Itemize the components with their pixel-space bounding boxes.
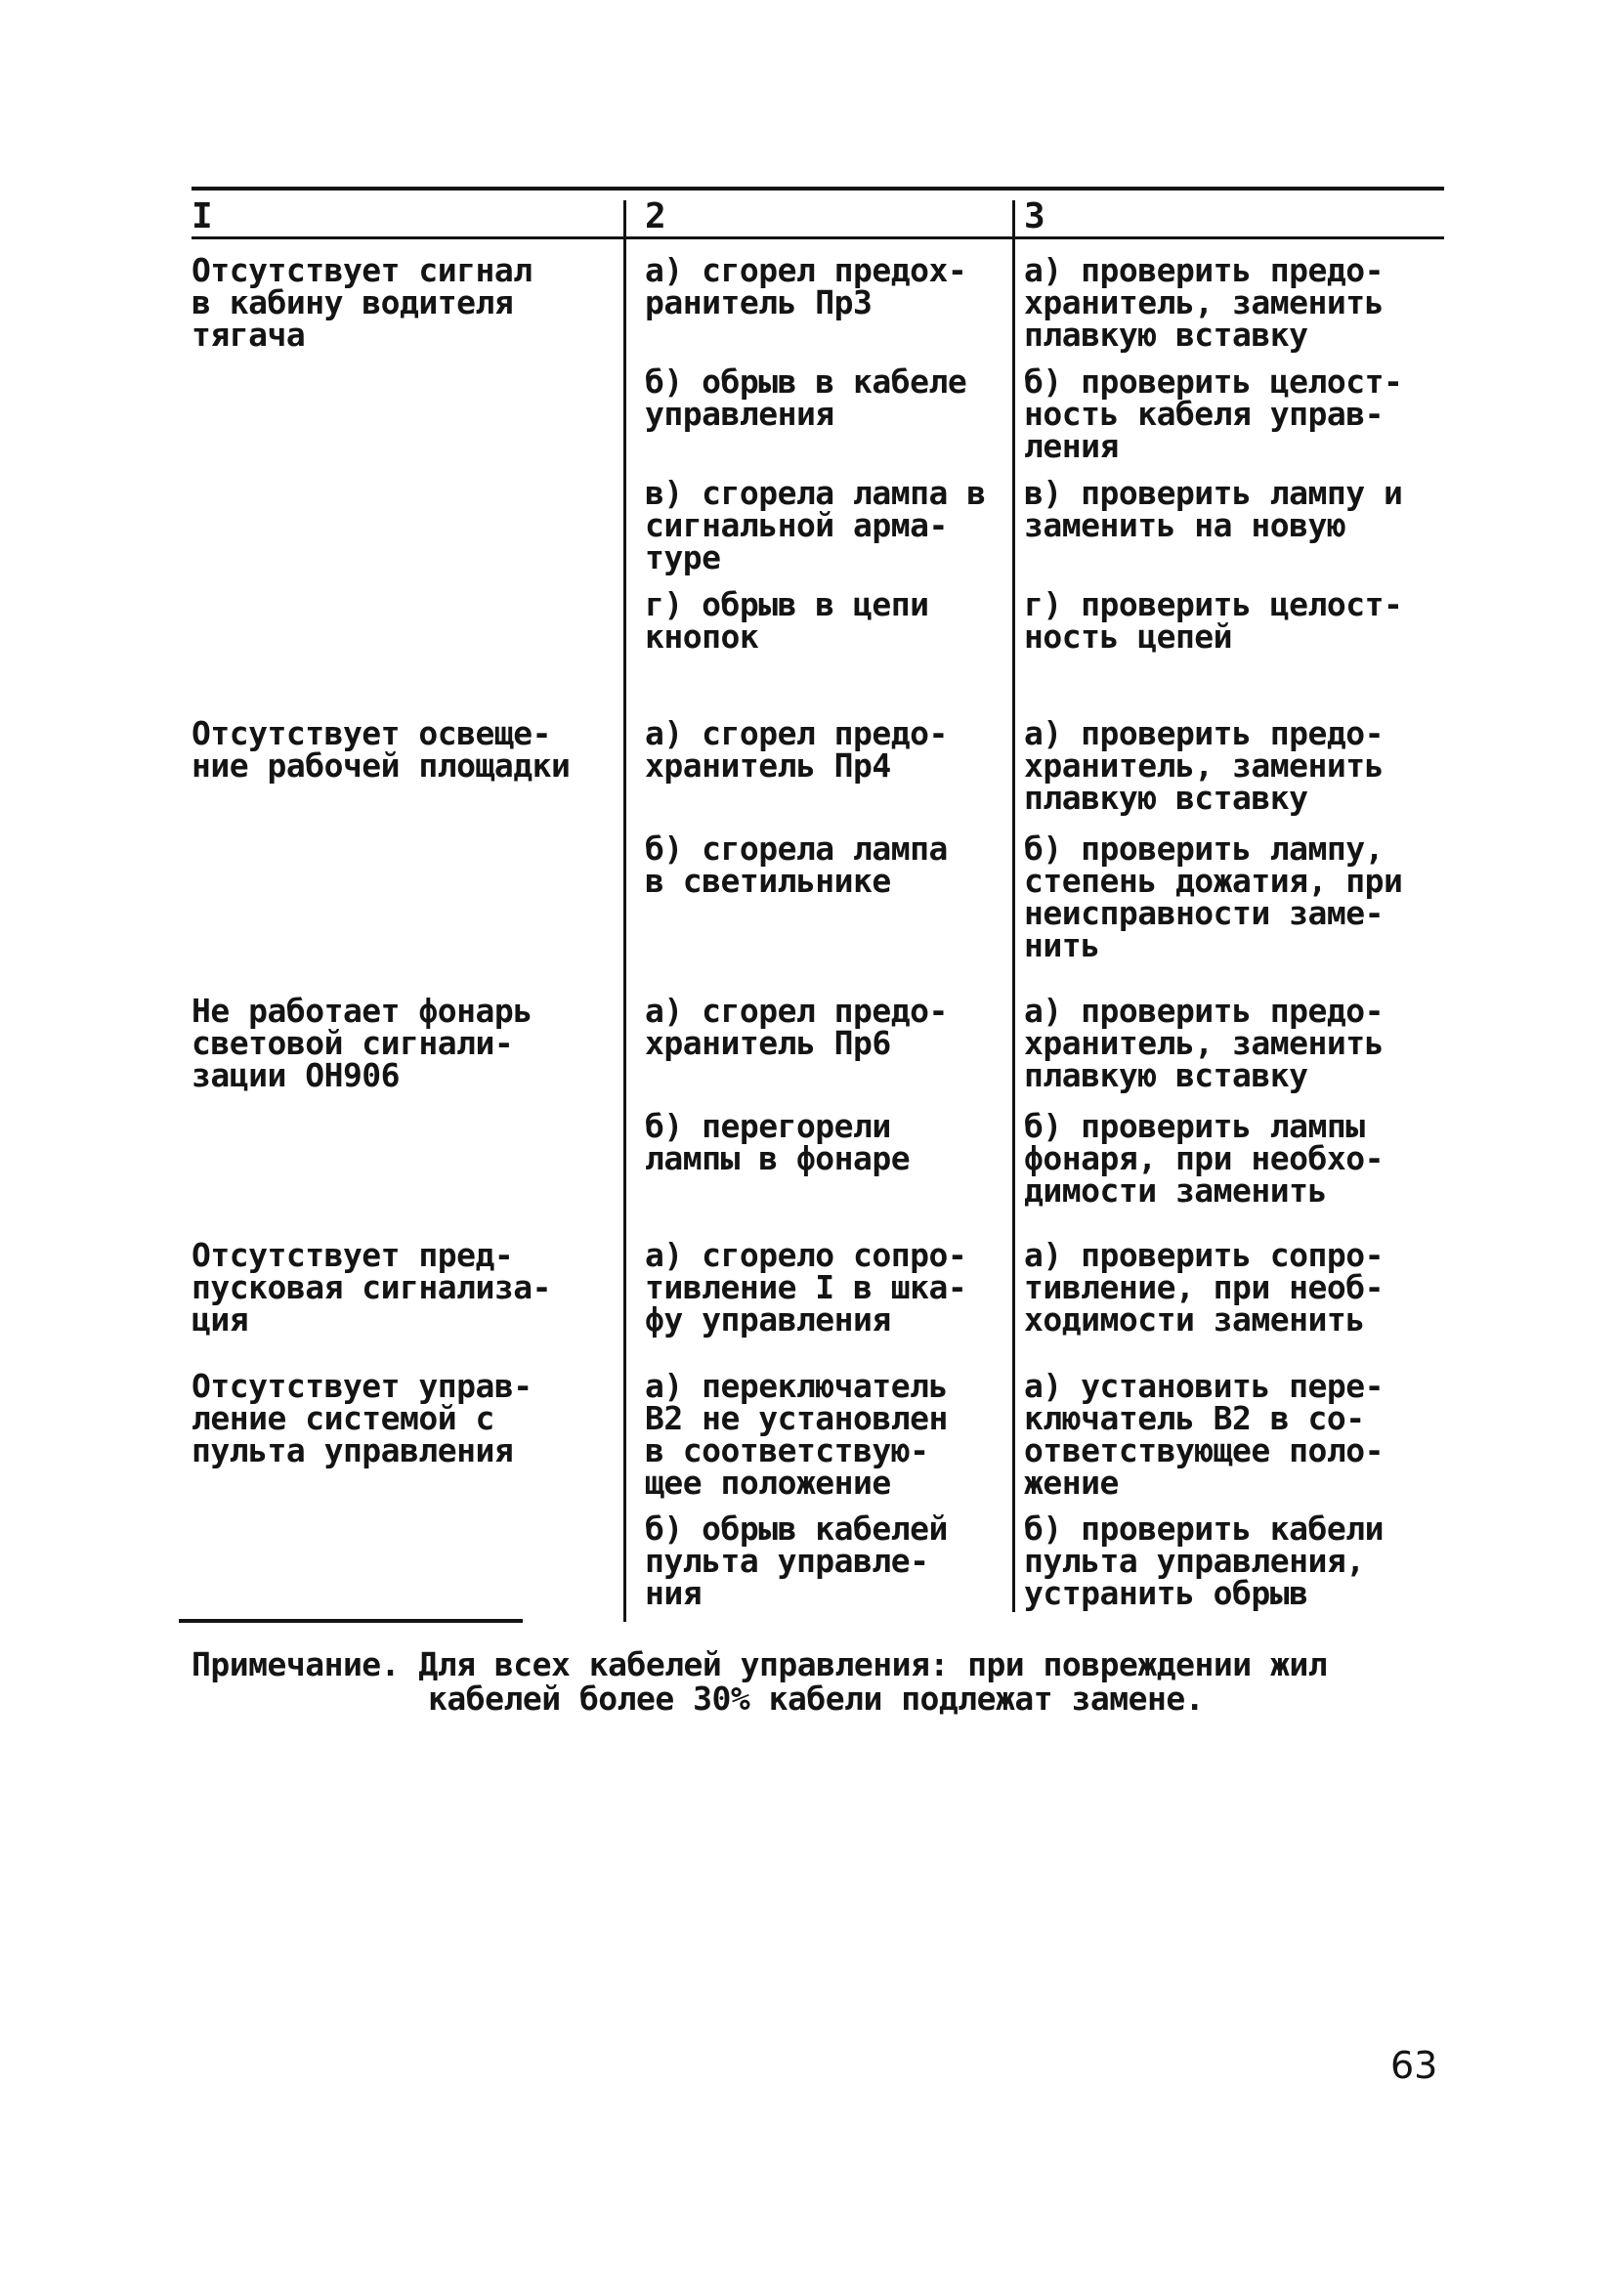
table-cell-row1-col2: б) обрыв в кабеле управления <box>645 362 967 433</box>
column-divider-1 <box>623 200 626 1622</box>
table-cell-row2-col2: в) сгорела лампа в сигнальной арма- туре <box>645 474 986 576</box>
table-bottom-rule <box>179 1619 523 1623</box>
table-cell-row0-col3: а) проверить предо- хранитель, заменить плавкую вставку <box>1024 251 1384 354</box>
table-header-rule <box>192 236 1444 239</box>
table-cell-row9-col2: а) переключатель В2 не установлен в соответствую- щее положение <box>645 1367 948 1502</box>
table-cell-row5-col3: б) проверить лампу, степень дожатия, при неисправности заме- нить <box>1024 829 1403 964</box>
table-cell-row4-col2: а) сгорел предо- хранитель Пр4 <box>645 714 948 785</box>
table-cell-row6-col3: а) проверить предо- хранитель, заменить плавкую вставку <box>1024 992 1384 1094</box>
table-cell-row6-col1: Не работает фонарь световой сигнали- зации ОН906 <box>192 992 533 1094</box>
table-cell-row7-col2: б) перегорели лампы в фонаре <box>645 1107 911 1177</box>
table-cell-row4-col3: а) проверить предо- хранитель, заменить плавкую вставку <box>1024 714 1384 817</box>
table-cell-row6-col2: а) сгорел предо- хранитель Пр6 <box>645 992 948 1062</box>
table-cell-row2-col3: в) проверить лампу и заменить на новую <box>1024 474 1403 544</box>
note-line-2: кабелей более 30% кабели подлежат замене. <box>428 1679 1205 1718</box>
table-cell-row9-col3: а) установить пере- ключатель В2 в со- ответствующее поло- жение <box>1024 1367 1384 1502</box>
table-cell-row3-col3: г) проверить целост- ность цепей <box>1024 585 1403 656</box>
table-cell-row7-col3: б) проверить лампы фонаря, при необхо- димости заменить <box>1024 1107 1384 1210</box>
column-header-3: 3 <box>1024 196 1045 236</box>
table-cell-row8-col1: Отсутствует пред- пусковая сигнализа- ция <box>192 1236 551 1339</box>
table-cell-row10-col3: б) проверить кабели пульта управления, устранить обрыв <box>1024 1509 1384 1612</box>
table-cell-row1-col3: б) проверить целост- ность кабеля управ- ления <box>1024 362 1403 465</box>
column-header-2: 2 <box>645 196 666 236</box>
table-cell-row0-col2: а) сгорел предох- ранитель Пр3 <box>645 251 967 321</box>
column-divider-2 <box>1012 200 1015 1612</box>
table-cell-row0-col1: Отсутствует сигнал в кабину водителя тягача <box>192 251 533 354</box>
table-top-rule <box>192 187 1444 191</box>
table-cell-row10-col2: б) обрыв кабелей пульта управле- ния <box>645 1509 948 1612</box>
column-header-1: I <box>192 196 213 236</box>
table-cell-row9-col1: Отсутствует управ- ление системой с пульта управления <box>192 1367 533 1469</box>
note-line-1: Примечание. Для всех кабелей управления: при повреждении жил <box>192 1645 1328 1683</box>
table-cell-row4-col1: Отсутствует освеще- ние рабочей площадки <box>192 714 571 785</box>
table-cell-row8-col2: а) сгорело сопро- тивление I в шка- фу управления <box>645 1236 967 1339</box>
table-cell-row5-col2: б) сгорела лампа в светильнике <box>645 829 948 900</box>
table-cell-row3-col2: г) обрыв в цепи кнопок <box>645 585 929 656</box>
page-number: 63 <box>1390 2044 1438 2087</box>
table-cell-row8-col3: а) проверить сопро- тивление, при необ- ходимости заменить <box>1024 1236 1384 1339</box>
